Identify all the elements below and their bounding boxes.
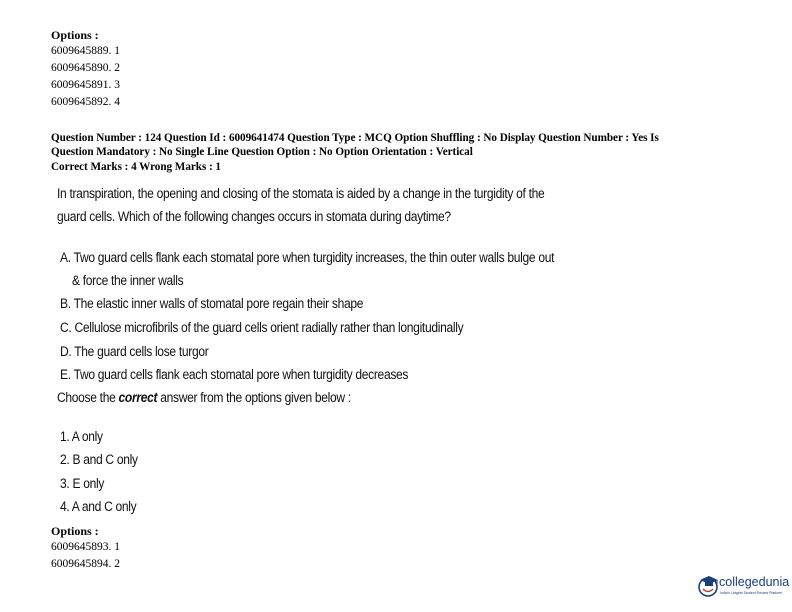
statement-c: C. Cellulose microfibrils of the guard cells orient radially rather than longitudinally [60, 320, 464, 335]
option-line: 6009645890. 2 [51, 62, 120, 74]
prompt-text: answer from the options given below : [157, 390, 351, 405]
option-line: 6009645894. 2 [51, 558, 120, 570]
collegedunia-logo [698, 573, 790, 601]
statement-e: E. Two guard cells flank each stomatal pore when turgidity decreases [60, 367, 409, 382]
question-meta-line: Question Number : 124 Question Id : 6009641474 Question Type : MCQ Option Shuffling : No Display Question Number : Yes Is [51, 132, 659, 144]
statement-a: A. Two guard cells flank each stomatal pore when turgidity increases, the thin outer walls bulge out [60, 250, 555, 265]
graduation-cap-icon [698, 574, 720, 598]
option-line: 6009645889. 1 [51, 45, 120, 57]
option-line: 6009645892. 4 [51, 96, 120, 108]
option-line: 6009645893. 1 [51, 541, 120, 553]
statement-a-cont: & force the inner walls [72, 273, 184, 288]
answer-choice: 4. A and C only [60, 499, 137, 514]
logo-tagline: India's Largest Student Review Platform [720, 591, 783, 595]
question-stem: guard cells. Which of the following changes occurs in stomata during daytime? [57, 209, 451, 224]
question-meta-line: Question Mandatory : No Single Line Question Option : No Option Orientation : Vertical [51, 146, 473, 158]
options-heading: Options : [51, 28, 99, 42]
question-marks: Correct Marks : 4 Wrong Marks : 1 [51, 161, 221, 173]
statement-b: B. The elastic inner walls of stomatal pore regain their shape [60, 296, 364, 311]
answer-choice: 1. A only [60, 429, 103, 444]
answer-prompt [57, 390, 351, 405]
answer-choice: 2. B and C only [60, 452, 138, 467]
question-stem: In transpiration, the opening and closing of the stomata is aided by a change in the turgidity of the [57, 186, 545, 201]
prompt-text: Choose the [57, 390, 119, 405]
options-heading: Options : [51, 524, 99, 538]
logo-wordmark: collegedunia [719, 575, 790, 589]
statement-d: D. The guard cells lose turgor [60, 344, 209, 359]
prompt-emphasis: correct [118, 390, 158, 405]
option-line: 6009645891. 3 [51, 79, 120, 91]
answer-choice: 3. E only [60, 476, 105, 491]
